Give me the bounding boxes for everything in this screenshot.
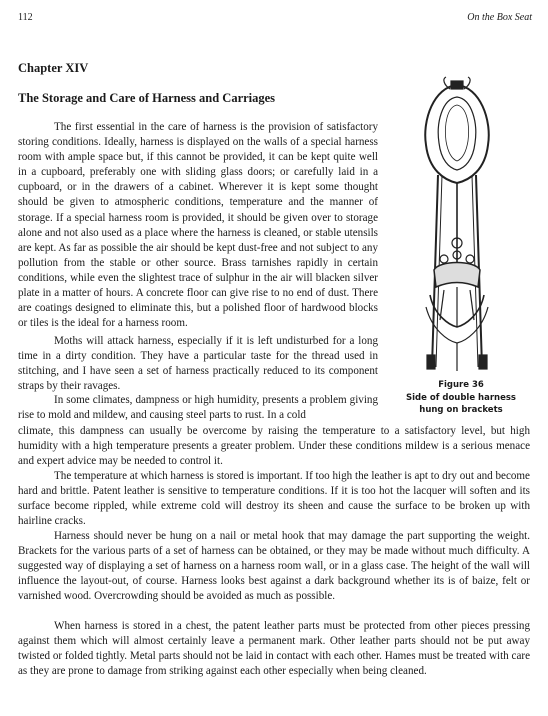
figure-caption: [392, 379, 530, 417]
running-title: On the Box Seat: [467, 12, 532, 23]
paragraph-3-continued-text: climate, this dampness can usually be overcome by raising the temperature to a satisfactory level, but high humidity with a high temperature presents a greater problem. Under these conditions mildew is a serious menace and expert advice may be needed to control it.: [18, 425, 530, 468]
paragraph-6: [18, 619, 530, 679]
figure-number: Figure 36: [438, 380, 484, 390]
figure-caption-line-1: Side of double harness: [406, 392, 516, 403]
paragraph-4: [18, 469, 530, 529]
section-heading: The Storage and Care of Harness and Carriages: [18, 91, 276, 105]
chapter-heading: Chapter XIV: [18, 61, 89, 75]
figure-caption-line-2: hung on brackets: [419, 405, 503, 415]
paragraph-3-text: In some climates, dampness or high humidity, presents a problem giving rise to mold and mildew, and causing steel parts to rust. In a cold: [18, 394, 378, 422]
paragraph-5: [18, 529, 530, 604]
paragraph-6-text: When harness is stored in a chest, the patent leather parts must be protected from other pieces pressing against them which will almost certainly leave a permanent mark. Other leather parts should not be put away twisted or folded tightly. Metal parts should not be laid in contact with each other. Hames must be treated with care as they are prone to damage from striking against each other especially when being cleaned.: [18, 620, 530, 678]
paragraph-1: [18, 120, 378, 331]
paragraph-4-text: The temperature at which harness is stored is important. If too high the leather is apt to dry out and become hard and brittle. Patent leather is sensitive to temperature conditions. If it is too hot the lacquer will soften and its surface become rippled, while extreme cold will destroy its sheen and cause the surface to be broken up with hairline cracks.: [18, 470, 530, 528]
harness-illustration: [394, 75, 528, 375]
page-number: 112: [18, 12, 33, 23]
paragraph-2: [18, 334, 378, 394]
paragraph-5-text: Harness should never be hung on a nail or metal hook that may damage the part supporting the weight. Brackets for the various parts of a set of harness can be obtained, or they may be made without much difficulty. A suggested way of displaying a set of harness on a harness room wall, or in a glass case. The height of the wall will influence the layout-out, of course. Harness looks best against a dark background whether its is of baize, felt or varnished wood. Overcrowding should be avoided as much as possible.: [18, 530, 530, 603]
paragraph-2-text: Moths will attack harness, especially if it is left undisturbed for a long time in a dirty condition. They have a particular taste for the thread used in stitching, and I have seen a set of harness practically reduced to its component straps by their ravages.: [18, 335, 378, 393]
paragraph-1-text: The first essential in the care of harness is the provision of satisfactory storing conditions. Ideally, harness is displayed on the walls of a special harness room with ample space but, if this cannot be provided, it can be kept quite well in a cupboard, preferably one with sliding glass doors; or carefully laid in a cupboard, or in the drawers of a cabinet. Wherever it is kept some thought should be given to atmospheric conditions, temperature and the manner of storage. If a special harness room is provided, it should be given over to storage alone and not also used as a place where the harness is cleaned, or stable utensils are kept. As far as possible the air should be kept dust-free and not subject to any pollution from the stable or other source. Brass tarnishes rapidly in certain conditions, while even the slightest trace of sulphur in the air will blacken silver plate in a matter of hours. A concrete floor can give rise to no end of dust. There are coatings designed to eliminate this, but a polished floor of hardwood blocks or tiles is the ideal for a harness room.: [18, 121, 378, 330]
paragraph-3: [18, 393, 378, 423]
paragraph-3-continued: [18, 424, 530, 469]
